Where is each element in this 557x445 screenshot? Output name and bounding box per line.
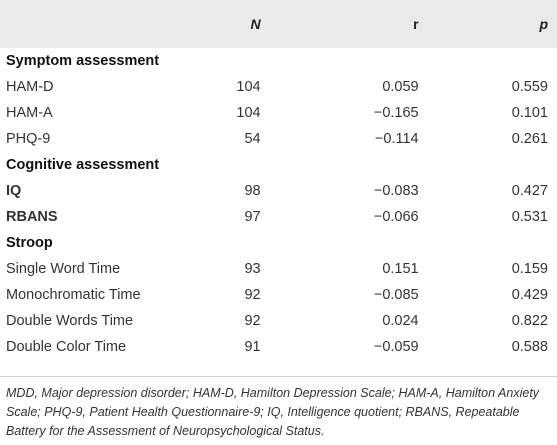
header-n: N	[250, 16, 261, 32]
row-p: 0.429	[511, 286, 548, 303]
row-p: 0.822	[511, 312, 548, 329]
section-row-stroop	[0, 230, 557, 256]
header-p: p	[539, 16, 548, 32]
section-title: Stroop	[6, 234, 53, 251]
row-n: 54	[244, 130, 261, 147]
row-label: Monochromatic Time	[6, 286, 141, 303]
section-title: Cognitive assessment	[6, 156, 160, 173]
section-title: Symptom assessment	[6, 52, 160, 69]
table-footnote: MDD, Major depression disorder; HAM-D, Hamilton Depression Scale; HAM-A, Hamilton Anxiety Scale; PHQ-9, Patient Health Questionnaire-9; IQ, Intelligence quotient; RBANS, Repeatable Battery for the Assessment of Neuropsychological Status.	[6, 386, 540, 438]
section-row-cognitive	[0, 152, 557, 178]
table-row	[0, 334, 557, 360]
table-row	[0, 126, 557, 152]
table-row	[0, 204, 557, 230]
row-r: 0.151	[382, 260, 419, 277]
row-p: 0.261	[511, 130, 548, 147]
row-label: RBANS	[6, 208, 58, 225]
row-label: IQ	[6, 182, 22, 199]
row-r: 0.059	[382, 78, 419, 95]
row-r: −0.165	[373, 104, 419, 121]
row-n: 92	[244, 286, 261, 303]
row-p: 0.159	[511, 260, 548, 277]
row-label: Double Words Time	[6, 312, 134, 329]
row-n: 104	[236, 78, 261, 95]
row-p: 0.101	[511, 104, 548, 121]
table-row	[0, 308, 557, 334]
row-r: −0.059	[373, 338, 419, 355]
table-row	[0, 100, 557, 126]
row-p: 0.531	[511, 208, 548, 225]
row-p: 0.588	[511, 338, 548, 355]
table-row	[0, 74, 557, 100]
row-p: 0.427	[511, 182, 548, 199]
header-r: r	[413, 16, 419, 32]
row-label: HAM-A	[6, 104, 53, 121]
row-n: 104	[236, 104, 261, 121]
row-r: −0.085	[373, 286, 419, 303]
row-r: −0.066	[373, 208, 419, 225]
row-n: 91	[244, 338, 261, 355]
table-row	[0, 282, 557, 308]
row-label: HAM-D	[6, 78, 54, 95]
row-r: −0.114	[374, 130, 419, 147]
section-row-symptom	[0, 48, 557, 74]
row-n: 98	[244, 182, 261, 199]
header-label-cell	[0, 0, 227, 48]
row-n: 93	[244, 260, 261, 277]
table-row	[0, 256, 557, 282]
row-r: −0.083	[373, 182, 419, 199]
footnote-divider	[0, 376, 557, 377]
row-p: 0.559	[511, 78, 548, 95]
table-header-row	[0, 0, 557, 48]
row-r: 0.024	[382, 312, 419, 329]
row-n: 97	[244, 208, 261, 225]
row-label: Single Word Time	[6, 260, 121, 277]
table-row	[0, 178, 557, 204]
row-label: PHQ-9	[6, 130, 51, 147]
row-label: Double Color Time	[6, 338, 127, 355]
row-n: 92	[244, 312, 261, 329]
